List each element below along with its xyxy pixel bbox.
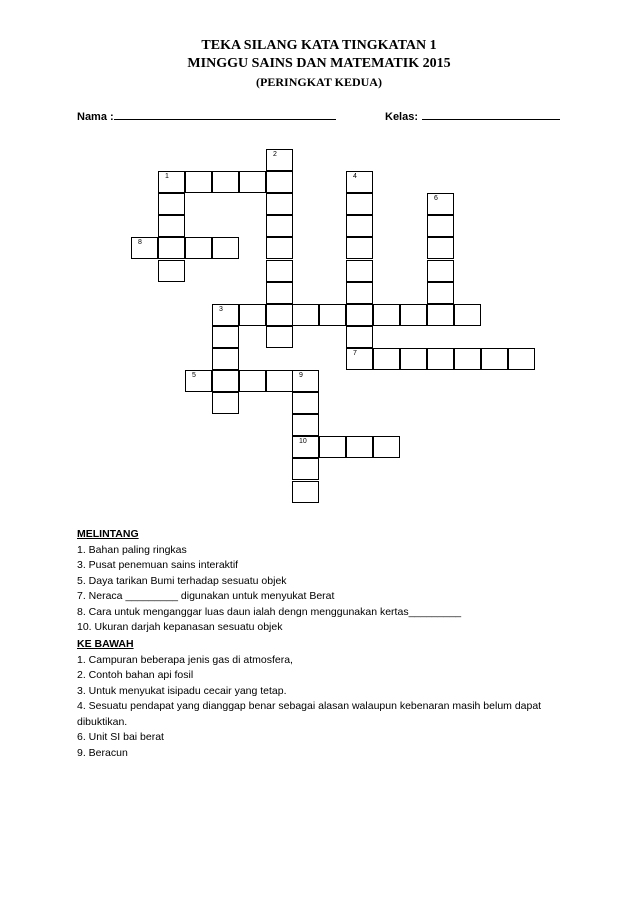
across-clue-5: 5. Daya tarikan Bumi terhadap sesuatu objek	[77, 574, 287, 587]
down-clue-9: 9. Beracun	[77, 746, 128, 759]
crossword-cell[interactable]	[454, 304, 481, 326]
crossword-cell[interactable]	[427, 193, 454, 215]
crossword-cell[interactable]	[266, 171, 293, 193]
down-clue-3: 3. Untuk menyukat isipadu cecair yang tetap.	[77, 684, 287, 697]
crossword-cell[interactable]	[266, 193, 293, 215]
clue-number: 5	[192, 372, 196, 379]
crossword-cell[interactable]	[319, 436, 346, 458]
crossword-cell[interactable]	[346, 282, 373, 304]
clue-number: 4	[353, 173, 357, 180]
clue-number: 7	[353, 350, 357, 357]
crossword-cell[interactable]	[346, 326, 373, 348]
crossword-cell[interactable]	[185, 370, 212, 392]
crossword-cell[interactable]	[427, 237, 454, 259]
crossword-cell[interactable]	[292, 370, 319, 392]
crossword-cell[interactable]	[346, 215, 373, 237]
down-clues	[77, 637, 541, 761]
crossword-cell[interactable]	[292, 304, 319, 326]
clue-number: 8	[138, 239, 142, 246]
across-clue-3: 3. Pusat penemuan sains interaktif	[77, 559, 239, 571]
crossword-cell[interactable]	[266, 304, 293, 326]
crossword-cell[interactable]	[212, 348, 239, 370]
crossword-cell[interactable]	[185, 237, 212, 259]
crossword-cell[interactable]	[239, 304, 266, 326]
crossword-cell[interactable]	[266, 282, 293, 304]
crossword-cell[interactable]	[239, 171, 266, 193]
clue-number: 1	[165, 173, 169, 180]
worksheet-title: TEKA SILANG KATA TINGKATAN 1	[201, 38, 437, 53]
across-clue-1: 1. Bahan paling ringkas	[77, 543, 187, 556]
crossword-cell[interactable]	[292, 392, 319, 414]
crossword-cell[interactable]	[266, 370, 293, 392]
crossword-cell[interactable]	[266, 237, 293, 259]
crossword-cell[interactable]	[346, 193, 373, 215]
down-clue-4-cont: dibuktikan.	[77, 715, 128, 728]
crossword-cell[interactable]	[346, 171, 373, 193]
clue-number: 9	[299, 372, 303, 379]
crossword-cell[interactable]	[373, 348, 400, 370]
crossword-cell[interactable]	[158, 171, 185, 193]
crossword-cell[interactable]	[266, 326, 293, 348]
clue-number: 3	[219, 306, 223, 313]
across-clues	[77, 527, 461, 636]
crossword-cell[interactable]	[292, 436, 319, 458]
crossword-cell[interactable]	[292, 458, 319, 480]
crossword-cell[interactable]	[212, 171, 239, 193]
crossword-cell[interactable]	[158, 260, 185, 282]
crossword-cell[interactable]	[427, 348, 454, 370]
crossword-cell[interactable]	[212, 326, 239, 348]
crossword-cell[interactable]	[185, 171, 212, 193]
down-clue-4: 4. Sesuatu pendapat yang dianggap benar sebagai alasan walaupun kebenaran masih belum dapat	[77, 700, 542, 712]
crossword-cell[interactable]	[212, 370, 239, 392]
crossword-cell[interactable]	[373, 304, 400, 326]
crossword-cell[interactable]	[508, 348, 535, 370]
crossword-cell[interactable]	[481, 348, 508, 370]
crossword-cell[interactable]	[427, 215, 454, 237]
crossword-cell[interactable]	[400, 348, 427, 370]
down-clue-1: 1. Campuran beberapa jenis gas di atmosfera,	[77, 653, 293, 666]
crossword-cell[interactable]	[454, 348, 481, 370]
crossword-cell[interactable]	[400, 304, 427, 326]
crossword-cell[interactable]	[292, 481, 319, 503]
crossword-cell[interactable]	[346, 260, 373, 282]
crossword-cell[interactable]	[319, 304, 346, 326]
crossword-cell[interactable]	[346, 436, 373, 458]
class-label: Kelas:	[385, 111, 419, 123]
down-clue-6: 6. Unit SI bai berat	[77, 731, 164, 743]
crossword-cell[interactable]	[266, 149, 293, 171]
crossword-cell[interactable]	[346, 237, 373, 259]
across-clue-7: 7. Neraca _________ digunakan untuk menyukat Berat	[77, 590, 335, 602]
crossword-cell[interactable]	[158, 237, 185, 259]
crossword-cell[interactable]	[266, 215, 293, 237]
crossword-cell[interactable]	[346, 304, 373, 326]
crossword-cell[interactable]	[346, 348, 373, 370]
across-clue-10: 10. Ukuran darjah kepanasan sesuatu objek	[77, 621, 283, 633]
worksheet-subtitle: MINGGU SAINS DAN MATEMATIK 2015	[187, 56, 451, 71]
across-heading: MELINTANG	[77, 528, 139, 540]
crossword-cell[interactable]	[292, 414, 319, 436]
name-label: Nama :	[77, 111, 114, 123]
crossword-cell[interactable]	[158, 193, 185, 215]
crossword-cell[interactable]	[373, 436, 400, 458]
crossword-cell[interactable]	[427, 282, 454, 304]
crossword-cell[interactable]	[212, 304, 239, 326]
down-heading: KE BAWAH	[77, 638, 134, 650]
clue-number: 10	[299, 438, 307, 445]
down-clue-2: 2. Contoh bahan api fosil	[77, 669, 194, 681]
crossword-cell[interactable]	[239, 370, 266, 392]
crossword-cell[interactable]	[427, 260, 454, 282]
crossword-cell[interactable]	[212, 237, 239, 259]
crossword-cell[interactable]	[158, 215, 185, 237]
crossword-cell[interactable]	[212, 392, 239, 414]
clue-number: 2	[273, 151, 277, 158]
crossword-cell[interactable]	[131, 237, 158, 259]
across-clue-8: 8. Cara untuk menganggar luas daun ialah dengn menggunakan kertas_________	[77, 605, 462, 618]
crossword-cell[interactable]	[266, 260, 293, 282]
clue-number: 6	[434, 195, 438, 202]
crossword-cell[interactable]	[427, 304, 454, 326]
worksheet-level: (PERINGKAT KEDUA)	[256, 75, 382, 89]
